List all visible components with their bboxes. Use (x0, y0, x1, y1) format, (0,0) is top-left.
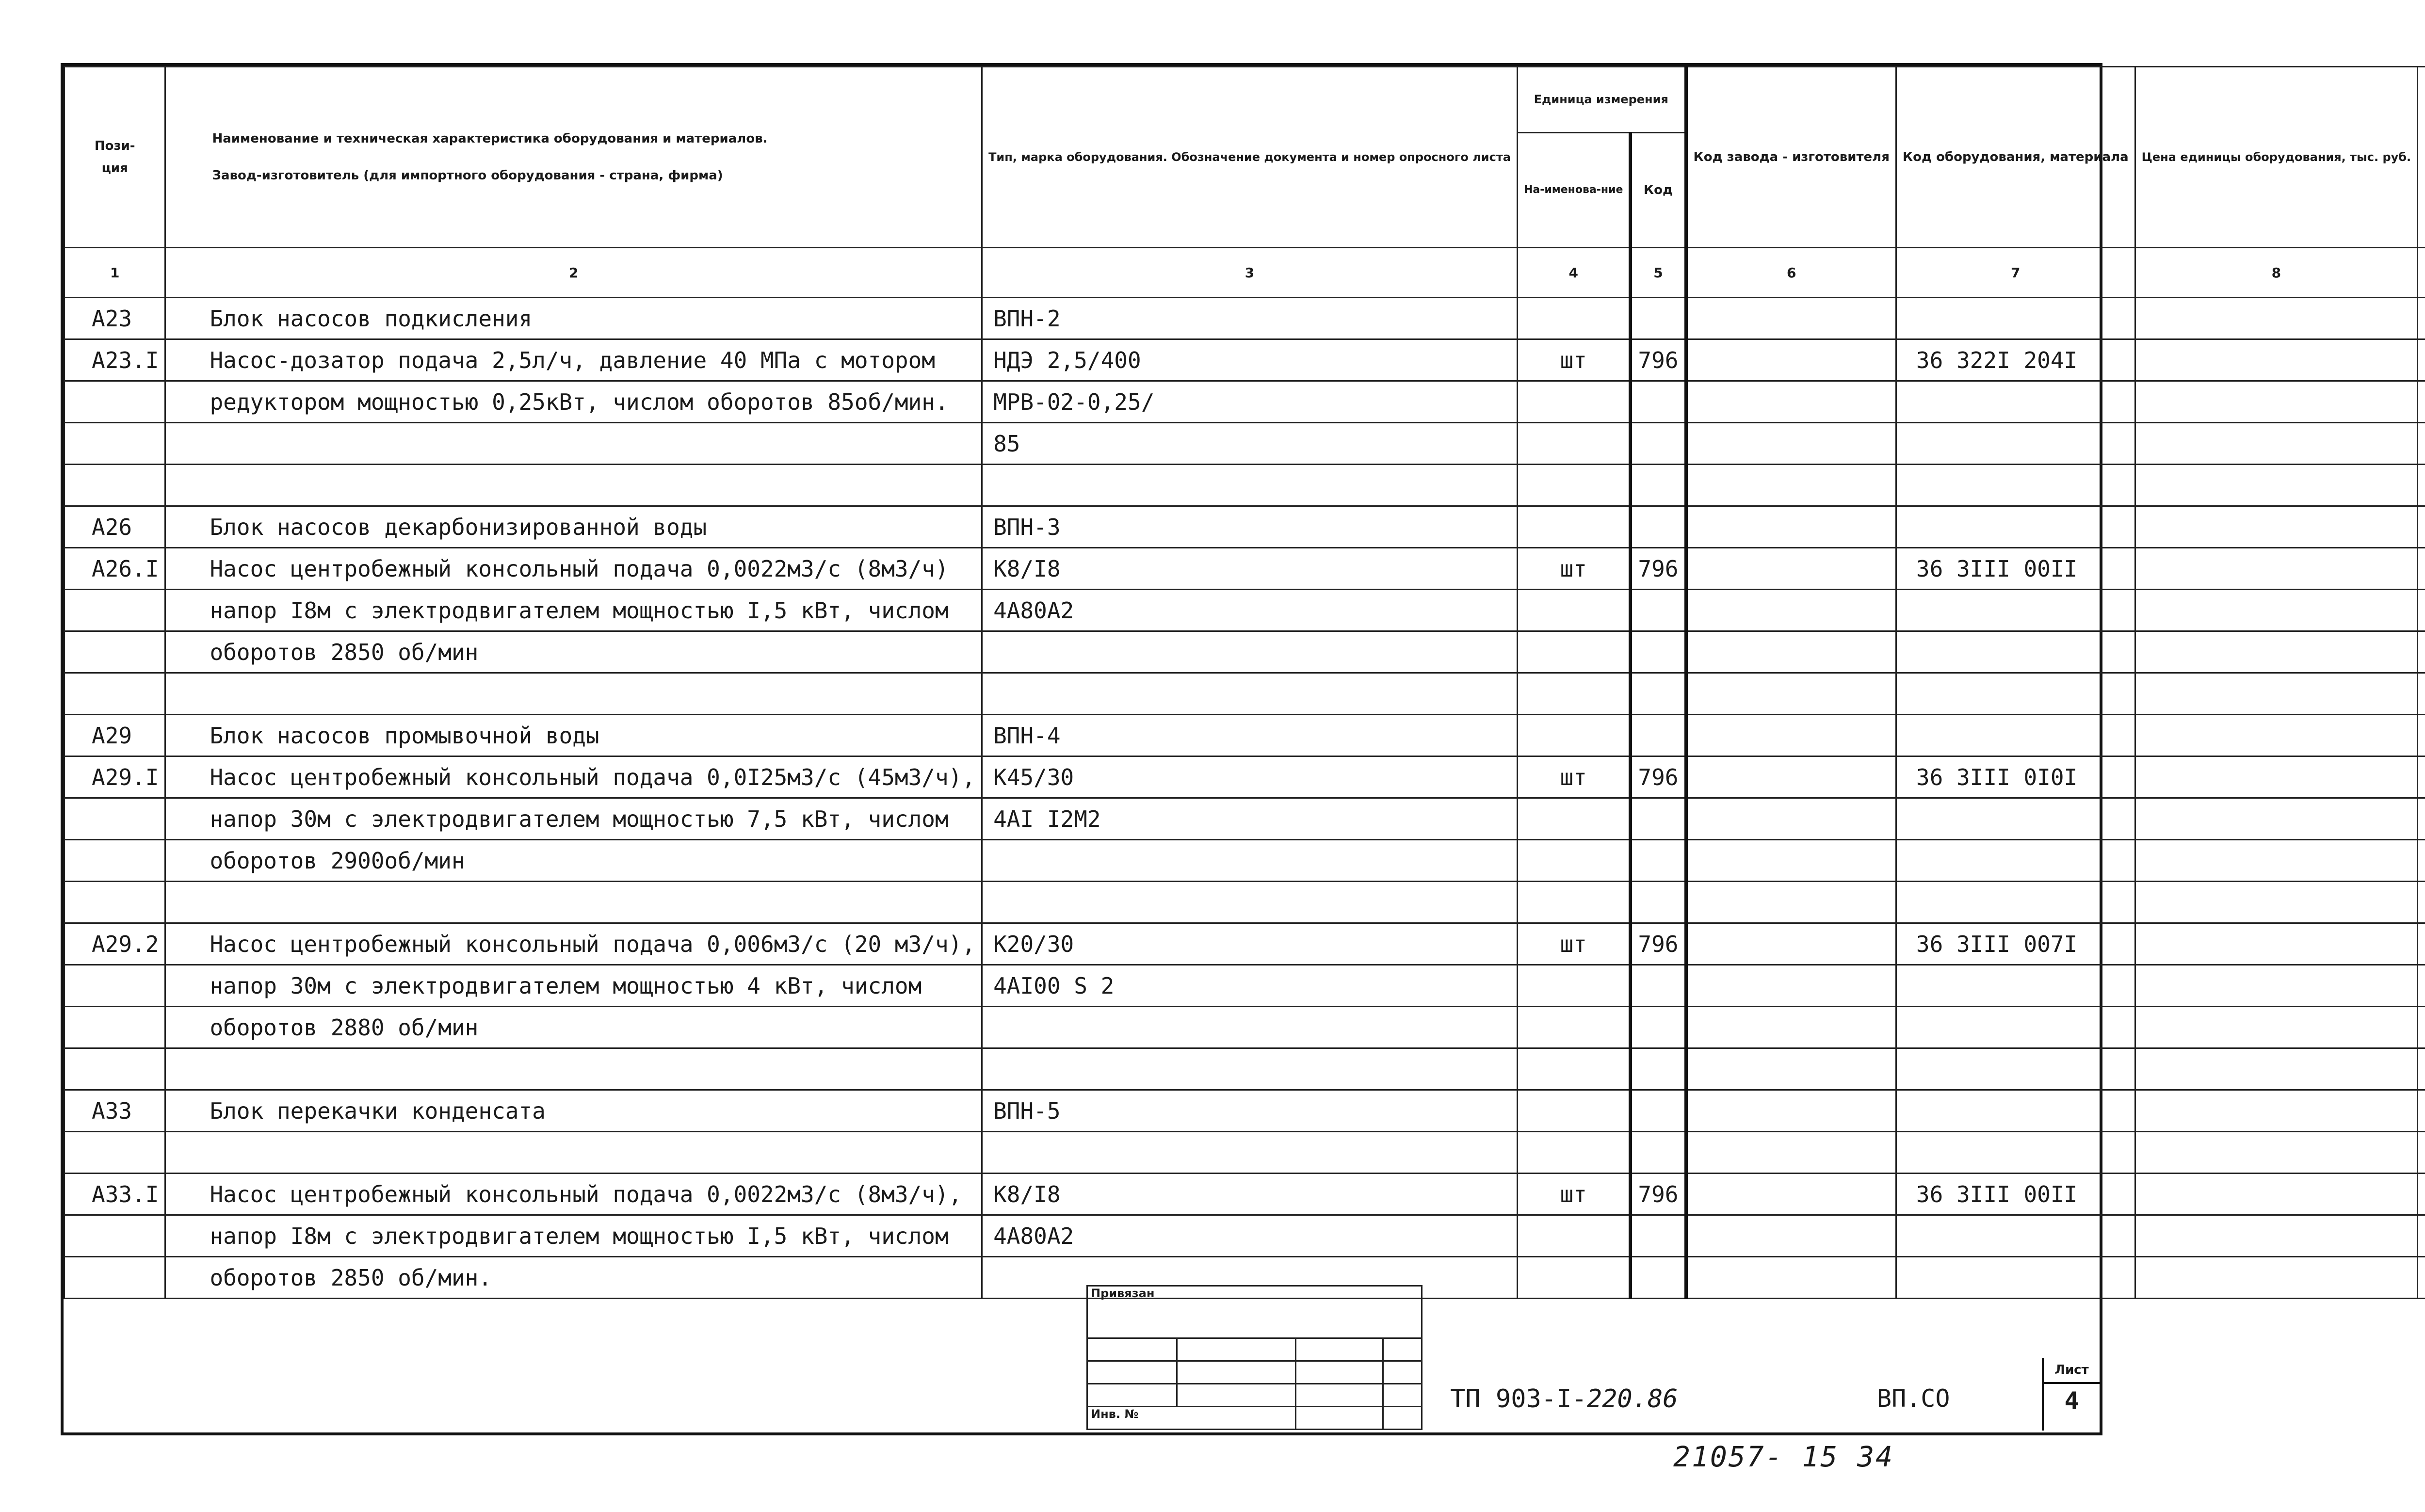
position-cell (65, 381, 165, 423)
stamp-cell (1383, 1338, 1422, 1361)
stamp-cell (1087, 1384, 1177, 1407)
equipment-code-cell (1896, 840, 2135, 882)
price-cell (2135, 423, 2418, 465)
name-cell: Насос центробежный консольный подача 0,0022м3/с (8м3/ч) (165, 548, 982, 590)
quantity-cell (2418, 339, 2425, 381)
quantity-cell (2418, 756, 2425, 798)
unit-code-cell (1631, 1257, 1686, 1299)
price-cell (2135, 381, 2418, 423)
plant-code-cell (1686, 923, 1896, 965)
plant-code-cell (1686, 840, 1896, 882)
unit-code-cell (1631, 1007, 1686, 1048)
quantity-cell (2418, 923, 2425, 965)
table-row (65, 381, 2425, 423)
name-cell: Насос центробежный консольный подача 0,0I25м3/с (45м3/ч), (165, 756, 982, 798)
position-cell (65, 423, 165, 465)
equipment-code-cell: 36 3III 0I0I (1896, 756, 2135, 798)
position-cell (65, 798, 165, 840)
plant-code-cell (1686, 381, 1896, 423)
table-row (65, 339, 2425, 381)
price-cell (2135, 1132, 2418, 1174)
unit-name-cell (1517, 673, 1630, 715)
position-cell: А26.I (65, 548, 165, 590)
name-cell: Блок насосов декарбонизированной воды (165, 506, 982, 548)
unit-name-cell (1517, 1090, 1630, 1132)
header-name-line2: Завод-изготовитель (для импортного оборудования - страна, фирма) (212, 168, 723, 183)
unit-name-cell (1517, 840, 1630, 882)
plant-code-cell (1686, 298, 1896, 339)
plant-code-cell (1686, 339, 1896, 381)
stamp-inventory-label: Инв. № (1087, 1407, 1296, 1430)
plant-code-cell (1686, 423, 1896, 465)
type-cell (982, 465, 1518, 506)
price-cell (2135, 1007, 2418, 1048)
unit-name-cell (1517, 423, 1630, 465)
unit-code-cell (1631, 423, 1686, 465)
equipment-code-cell (1896, 465, 2135, 506)
name-cell (165, 1132, 982, 1174)
table-row (65, 756, 2425, 798)
quantity-cell (2418, 715, 2425, 756)
stamp-cell (1383, 1361, 1422, 1384)
quantity-cell (2418, 1174, 2425, 1215)
unit-code-cell (1631, 631, 1686, 673)
stamp-cell (1177, 1361, 1296, 1384)
table-row (65, 590, 2425, 631)
plant-code-cell (1686, 1215, 1896, 1257)
type-cell: 4АI I2М2 (982, 798, 1518, 840)
position-cell (65, 840, 165, 882)
name-cell (165, 673, 982, 715)
unit-name-cell (1517, 1048, 1630, 1090)
name-cell: Насос центробежный консольный подача 0,0022м3/с (8м3/ч), (165, 1174, 982, 1215)
equipment-code-cell (1896, 673, 2135, 715)
header-type: Тип, марка оборудования. Обозначение документа и номер опросного листа (982, 67, 1518, 248)
table-row (65, 798, 2425, 840)
table-row (65, 631, 2425, 673)
unit-code-cell (1631, 506, 1686, 548)
price-cell (2135, 339, 2418, 381)
price-cell (2135, 548, 2418, 590)
price-cell (2135, 1215, 2418, 1257)
unit-name-cell (1517, 465, 1630, 506)
name-cell: Насос-дозатор подача 2,5л/ч, давление 40 МПа с мотором (165, 339, 982, 381)
equipment-code-cell (1896, 882, 2135, 923)
stamp-cell (1296, 1338, 1383, 1361)
unit-code-cell (1631, 965, 1686, 1007)
position-cell (65, 1048, 165, 1090)
position-cell: А29.2 (65, 923, 165, 965)
header-name (165, 67, 982, 248)
price-cell (2135, 923, 2418, 965)
plant-code-cell (1686, 548, 1896, 590)
unit-code-cell: 796 (1631, 1174, 1686, 1215)
column-number: 3 (982, 248, 1518, 298)
type-cell (982, 840, 1518, 882)
position-cell: А29 (65, 715, 165, 756)
position-cell (65, 1215, 165, 1257)
price-cell (2135, 1174, 2418, 1215)
unit-code-cell (1631, 1090, 1686, 1132)
name-cell: оборотов 2880 об/мин (165, 1007, 982, 1048)
name-cell: напор 30м с электродвигателем мощностью 7,5 кВт, числом (165, 798, 982, 840)
price-cell (2135, 798, 2418, 840)
unit-code-cell (1631, 590, 1686, 631)
table-row (65, 465, 2425, 506)
name-cell (165, 465, 982, 506)
unit-code-cell (1631, 715, 1686, 756)
position-cell (65, 590, 165, 631)
unit-name-cell: шт (1517, 923, 1630, 965)
equipment-specification-table (64, 66, 2425, 1299)
name-cell: напор 30м с электродвигателем мощностью 4 кВт, числом (165, 965, 982, 1007)
equipment-code-cell (1896, 715, 2135, 756)
quantity-cell (2418, 423, 2425, 465)
header-unit-group: Единица измерения (1517, 67, 1686, 133)
quantity-cell (2418, 1257, 2425, 1299)
unit-code-cell: 796 (1631, 339, 1686, 381)
unit-code-cell (1631, 882, 1686, 923)
plant-code-cell (1686, 465, 1896, 506)
equipment-code-cell: 36 3III 00II (1896, 1174, 2135, 1215)
plant-code-cell (1686, 673, 1896, 715)
unit-name-cell (1517, 1257, 1630, 1299)
column-number: 1 (65, 248, 165, 298)
header-quantity (2418, 67, 2425, 248)
type-cell: 4АI00 S 2 (982, 965, 1518, 1007)
type-cell: К20/30 (982, 923, 1518, 965)
plant-code-cell (1686, 1257, 1896, 1299)
price-cell (2135, 465, 2418, 506)
table-row (65, 506, 2425, 548)
plant-code-cell (1686, 882, 1896, 923)
stamp-cell (1296, 1407, 1383, 1430)
type-cell: К8/I8 (982, 548, 1518, 590)
unit-code-cell (1631, 1132, 1686, 1174)
table-row (65, 882, 2425, 923)
position-cell (65, 673, 165, 715)
quantity-cell (2418, 1007, 2425, 1048)
quantity-cell (2418, 381, 2425, 423)
quantity-cell (2418, 1090, 2425, 1132)
table-row (65, 673, 2425, 715)
quantity-cell (2418, 673, 2425, 715)
table-row (65, 1048, 2425, 1090)
stamp-cell (1383, 1384, 1422, 1407)
header-name-line1: Наименование и техническая характеристика оборудования и материалов. (212, 131, 768, 146)
table-row (65, 1007, 2425, 1048)
name-cell: Насос центробежный консольный подача 0,006м3/с (20 м3/ч), (165, 923, 982, 965)
document-code (1450, 1384, 1678, 1414)
table-row (65, 840, 2425, 882)
unit-code-cell (1631, 465, 1686, 506)
equipment-code-cell (1896, 1090, 2135, 1132)
name-cell: оборотов 2900об/мин (165, 840, 982, 882)
price-cell (2135, 1257, 2418, 1299)
header-plant-code: Код завода - изготовителя (1686, 67, 1896, 248)
table-row (65, 715, 2425, 756)
equipment-code-cell (1896, 381, 2135, 423)
equipment-code-cell (1896, 1132, 2135, 1174)
type-cell (982, 1007, 1518, 1048)
quantity-cell (2418, 590, 2425, 631)
type-cell: 4А80А2 (982, 1215, 1518, 1257)
quantity-cell (2418, 298, 2425, 339)
name-cell: напор I8м с электродвигателем мощностью I,5 кВт, числом (165, 1215, 982, 1257)
plant-code-cell (1686, 756, 1896, 798)
unit-name-cell (1517, 882, 1630, 923)
unit-code-cell (1631, 840, 1686, 882)
column-number: 7 (1896, 248, 2135, 298)
position-cell: А23 (65, 298, 165, 339)
table-row (65, 1174, 2425, 1215)
type-cell (982, 882, 1518, 923)
stamp-cell (1296, 1384, 1383, 1407)
name-cell: редуктором мощностью 0,25кВт, числом оборотов 85об/мин. (165, 381, 982, 423)
type-cell: ВПН-5 (982, 1090, 1518, 1132)
unit-name-cell (1517, 715, 1630, 756)
quantity-cell (2418, 465, 2425, 506)
equipment-code-cell: 36 3III 007I (1896, 923, 2135, 965)
name-cell (165, 423, 982, 465)
table-row (65, 423, 2425, 465)
quantity-cell (2418, 1215, 2425, 1257)
name-cell: напор I8м с электродвигателем мощностью I,5 кВт, числом (165, 590, 982, 631)
name-cell: Блок насосов подкисления (165, 298, 982, 339)
unit-name-cell: шт (1517, 548, 1630, 590)
header-equipment-code: Код оборудования, материала (1896, 67, 2135, 248)
unit-name-cell (1517, 381, 1630, 423)
quantity-cell (2418, 506, 2425, 548)
unit-code-cell: 796 (1631, 756, 1686, 798)
plant-code-cell (1686, 631, 1896, 673)
stamp-cell (1087, 1338, 1177, 1361)
plant-code-cell (1686, 965, 1896, 1007)
binding-stamp (1086, 1285, 1423, 1430)
position-cell: А29.I (65, 756, 165, 798)
unit-code-cell (1631, 798, 1686, 840)
plant-code-cell (1686, 1132, 1896, 1174)
position-cell: А26 (65, 506, 165, 548)
price-cell (2135, 631, 2418, 673)
price-cell (2135, 1090, 2418, 1132)
name-cell: Блок перекачки конденсата (165, 1090, 982, 1132)
quantity-cell (2418, 1048, 2425, 1090)
position-cell (65, 1007, 165, 1048)
table-row (65, 548, 2425, 590)
unit-name-cell (1517, 631, 1630, 673)
type-cell: 4А80А2 (982, 590, 1518, 631)
sheet-number: 4 (2064, 1387, 2079, 1415)
price-cell (2135, 965, 2418, 1007)
equipment-code-cell (1896, 1007, 2135, 1048)
sheet-label: Лист (2044, 1358, 2100, 1384)
table-row (65, 1132, 2425, 1174)
equipment-code-cell (1896, 506, 2135, 548)
position-cell (65, 465, 165, 506)
equipment-code-cell (1896, 590, 2135, 631)
quantity-cell (2418, 840, 2425, 882)
sheet-number-box (2042, 1358, 2100, 1431)
type-cell (982, 1048, 1518, 1090)
column-number: 2 (165, 248, 982, 298)
type-cell (982, 631, 1518, 673)
unit-code-cell (1631, 381, 1686, 423)
name-cell: оборотов 2850 об/мин (165, 631, 982, 673)
price-cell (2135, 673, 2418, 715)
quantity-cell (2418, 882, 2425, 923)
unit-code-cell: 796 (1631, 923, 1686, 965)
position-cell (65, 1132, 165, 1174)
position-cell: А33 (65, 1090, 165, 1132)
position-cell: А33.I (65, 1174, 165, 1215)
header-unit-name: На-именова-ние (1517, 132, 1630, 247)
position-cell: А23.I (65, 339, 165, 381)
quantity-cell (2418, 1132, 2425, 1174)
plant-code-cell (1686, 1090, 1896, 1132)
plant-code-cell (1686, 1174, 1896, 1215)
plant-code-cell (1686, 590, 1896, 631)
unit-name-cell (1517, 1215, 1630, 1257)
document-code-prefix: ТП 903-I- (1450, 1384, 1587, 1414)
name-cell: Блок насосов промывочной воды (165, 715, 982, 756)
equipment-code-cell (1896, 1257, 2135, 1299)
price-cell (2135, 590, 2418, 631)
unit-name-cell: шт (1517, 756, 1630, 798)
column-number: 4 (1517, 248, 1630, 298)
stamp-cell (1296, 1361, 1383, 1384)
name-cell (165, 1048, 982, 1090)
plant-code-cell (1686, 1048, 1896, 1090)
column-number-row (65, 248, 2425, 298)
table-row (65, 298, 2425, 339)
unit-code-cell (1631, 1215, 1686, 1257)
type-cell: ВПН-4 (982, 715, 1518, 756)
price-cell (2135, 506, 2418, 548)
price-cell (2135, 298, 2418, 339)
price-cell (2135, 715, 2418, 756)
unit-name-cell (1517, 590, 1630, 631)
header-position: Пози- ция (65, 67, 165, 248)
column-number: 8 (2135, 248, 2418, 298)
unit-name-cell (1517, 965, 1630, 1007)
price-cell (2135, 840, 2418, 882)
type-cell: МРВ-02-0,25/ (982, 381, 1518, 423)
name-cell (165, 882, 982, 923)
stamp-cell (1087, 1361, 1177, 1384)
type-cell: ВПН-3 (982, 506, 1518, 548)
table-row (65, 1090, 2425, 1132)
unit-code-cell (1631, 298, 1686, 339)
price-cell (2135, 1048, 2418, 1090)
equipment-code-cell: 36 3III 00II (1896, 548, 2135, 590)
equipment-code-cell (1896, 965, 2135, 1007)
position-cell (65, 1257, 165, 1299)
unit-name-cell: шт (1517, 1174, 1630, 1215)
unit-name-cell (1517, 1007, 1630, 1048)
unit-code-cell (1631, 673, 1686, 715)
section-code: ВП.СО (1877, 1384, 1950, 1413)
handwritten-archive-number: 21057- 15 34 (1673, 1440, 1894, 1473)
position-cell (65, 631, 165, 673)
type-cell: К45/30 (982, 756, 1518, 798)
stamp-cell (1177, 1384, 1296, 1407)
type-cell: ВПН-2 (982, 298, 1518, 339)
unit-name-cell (1517, 298, 1630, 339)
table-row (65, 1215, 2425, 1257)
stamp-bound-label: Привязан (1087, 1286, 1422, 1338)
equipment-code-cell (1896, 631, 2135, 673)
quantity-cell (2418, 965, 2425, 1007)
column-number: 5 (1631, 248, 1686, 298)
type-cell (982, 1132, 1518, 1174)
equipment-code-cell (1896, 1215, 2135, 1257)
position-cell (65, 882, 165, 923)
plant-code-cell (1686, 798, 1896, 840)
column-number (2418, 248, 2425, 298)
table-row (65, 965, 2425, 1007)
plant-code-cell (1686, 506, 1896, 548)
header-unit-code: Код (1631, 132, 1686, 247)
unit-code-cell (1631, 1048, 1686, 1090)
unit-name-cell (1517, 506, 1630, 548)
type-cell (982, 673, 1518, 715)
type-cell: 85 (982, 423, 1518, 465)
equipment-code-cell: 36 322I 204I (1896, 339, 2135, 381)
equipment-code-cell (1896, 798, 2135, 840)
table-row (65, 923, 2425, 965)
table-header-row-1 (65, 67, 2425, 133)
document-code-suffix: 220.86 (1586, 1384, 1678, 1414)
unit-code-cell: 796 (1631, 548, 1686, 590)
unit-name-cell (1517, 1132, 1630, 1174)
price-cell (2135, 756, 2418, 798)
plant-code-cell (1686, 715, 1896, 756)
equipment-code-cell (1896, 298, 2135, 339)
type-cell: К8/I8 (982, 1174, 1518, 1215)
plant-code-cell (1686, 1007, 1896, 1048)
stamp-cell (1383, 1407, 1422, 1430)
header-unit-price: Цена единицы оборудования, тыс. руб. (2135, 67, 2418, 248)
price-cell (2135, 882, 2418, 923)
unit-name-cell (1517, 798, 1630, 840)
name-cell: оборотов 2850 об/мин. (165, 1257, 982, 1299)
quantity-cell (2418, 798, 2425, 840)
equipment-code-cell (1896, 1048, 2135, 1090)
type-cell: НДЭ 2,5/400 (982, 339, 1518, 381)
quantity-cell (2418, 548, 2425, 590)
position-cell (65, 965, 165, 1007)
unit-name-cell: шт (1517, 339, 1630, 381)
stamp-cell (1177, 1338, 1296, 1361)
column-number: 6 (1686, 248, 1896, 298)
quantity-cell (2418, 631, 2425, 673)
equipment-code-cell (1896, 423, 2135, 465)
